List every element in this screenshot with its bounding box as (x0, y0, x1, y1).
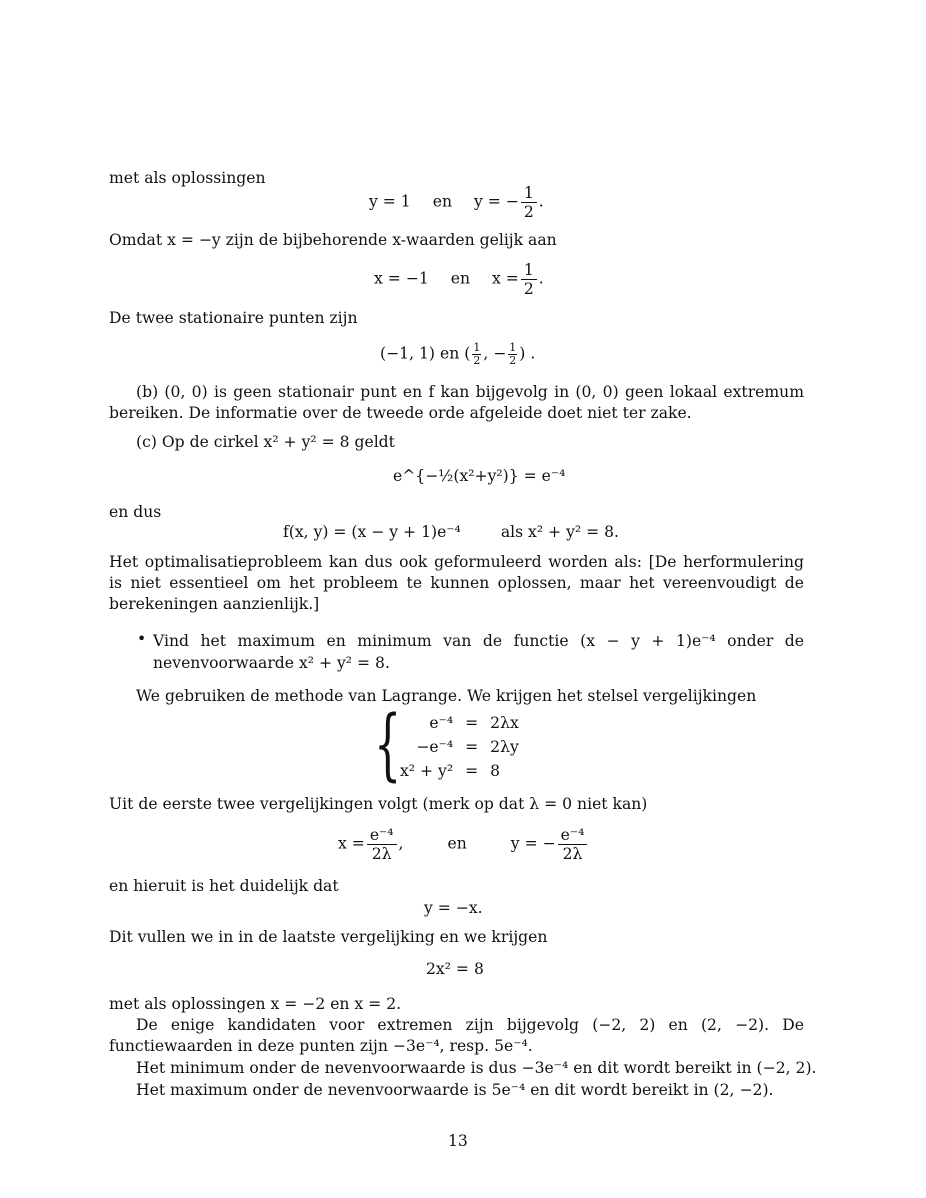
equation-exponent: e^{−½(x²+y²)} = e⁻⁴ (393, 467, 566, 485)
system-eq: = (465, 714, 479, 732)
system-eq: = (465, 738, 479, 756)
equation-lambda: x = $\frac{\text{e⁻⁴}}{2\lambda}$ , en y = − $\frac{\text{e⁻⁴}}{2\lambda}$ (338, 826, 589, 863)
text-line: met als oplossingen x = −2 en x = 2. (109, 995, 402, 1013)
system-rhs: 2λy (490, 738, 519, 756)
numerator: 1 (509, 341, 517, 354)
math-text: (−1, 1) (380, 344, 435, 363)
text-line: en dus (109, 503, 162, 521)
system-lhs: e⁻⁴ (429, 714, 454, 732)
text-line: Uit de eerste twee vergelijkingen volgt (merk op dat λ = 0 niet kan) (109, 795, 648, 813)
fraction (521, 184, 537, 221)
math-text: en (439, 344, 460, 363)
page-number: 13 (448, 1132, 468, 1150)
text-line: Het maximum onder de nevenvoorwaarde is 5e⁻⁴ en dit wordt bereikt in (2, −2). (136, 1081, 774, 1099)
fraction (367, 826, 397, 863)
equation-square: 2x² = 8 (426, 960, 484, 978)
paragraph-candidates: De enige kandidaten voor extremen zijn bijgevolg (−2, 2) en (2, −2). De functiewaarden in deze punten zijn −3e⁻⁴, resp. 5e⁻⁴. (109, 1016, 804, 1055)
paragraph-b: (b) (0, 0) is geen stationair punt en f kan bijgevolg in (0, 0) geen lokaal extremum bereiken. De informatie over de tweede orde afgeleide doet niet ter zake. (109, 383, 804, 422)
system-row (394, 711, 525, 735)
numerator: 1 (521, 184, 537, 203)
math-text: f(x, y) = (x − y + 1)e⁻⁴ (283, 523, 461, 541)
text-line: De twee stationaire punten zijn (109, 309, 358, 327)
denominator: 2 (509, 354, 517, 367)
system-rhs: 2λx (490, 714, 519, 732)
bullet-marker: • (137, 630, 147, 648)
math-text: ( (464, 344, 471, 363)
equation-x-values: x = −1 en x = $\frac{1}{2}$ . (374, 261, 544, 298)
text-line: (c) Op de cirkel x² + y² = 8 geldt (136, 433, 395, 451)
equation-stationary-points (380, 342, 535, 367)
numerator: e⁻⁴ (367, 826, 397, 845)
bullet-item: Vind het maximum en minimum van de functie (x − y + 1)e⁻⁴ onder de nevenvoorwaarde x² + y² = 8. (153, 632, 804, 672)
paragraph-reformulation: Het optimalisatieprobleem kan dus ook geformuleerd worden als: [De herformulering is niet essentieel om het probleem te kunnen oplossen, maar het vereenvoudigt de berekeningen aanzienlijk.] (109, 553, 804, 613)
math-text: en (450, 269, 471, 288)
denominator: 2λ (562, 845, 583, 863)
numerator: 1 (473, 341, 481, 354)
system-table (394, 711, 525, 783)
math-text: y = − (510, 834, 556, 853)
system-eq: = (465, 762, 479, 780)
fraction (558, 826, 588, 863)
system-row (394, 759, 525, 783)
numerator: 1 (521, 261, 537, 280)
system-rhs: 8 (490, 762, 501, 780)
numerator: e⁻⁴ (558, 826, 588, 845)
system-lhs: x² + y² (400, 762, 454, 780)
text-line: en hieruit is het duidelijk dat (109, 877, 339, 895)
math-text: x = (492, 269, 519, 288)
equation-y-solutions: y = 1 en y = − $\frac{1}{2}$ . (369, 184, 544, 221)
math-text: y = 1 (369, 192, 411, 211)
equation-system (374, 700, 544, 790)
math-text: , − (483, 344, 507, 363)
equation-y-minus-x: y = −x. (424, 899, 483, 917)
text-line: Dit vullen we in in de laatste vergelijking en we krijgen (109, 928, 548, 946)
denominator: 2 (473, 354, 481, 367)
math-text: y = − (474, 192, 519, 211)
math-text: en (432, 192, 452, 211)
system-row (394, 735, 525, 759)
math-text: x = (338, 834, 365, 853)
left-brace: { (374, 700, 402, 790)
system-lhs: −e⁻⁴ (416, 738, 454, 756)
text-line: Omdat x = −y zijn de bijbehorende x-waarden gelijk aan (109, 231, 557, 249)
fraction (521, 261, 537, 298)
text-line: Het minimum onder de nevenvoorwaarde is dus −3e⁻⁴ en dit wordt bereikt in (−2, 2). (136, 1059, 817, 1077)
denominator: 2 (523, 280, 534, 298)
math-text: als x² + y² = 8. (500, 523, 619, 541)
denominator: 2 (523, 203, 534, 221)
math-text: ) . (519, 344, 536, 363)
math-text: x = −1 (374, 269, 429, 288)
fraction (508, 342, 517, 367)
equation-f (283, 522, 619, 542)
text-line: We gebruiken de methode van Lagrange. We krijgen het stelsel vergelijkingen (136, 687, 757, 705)
denominator: 2λ (371, 845, 392, 863)
fraction (472, 342, 481, 367)
math-text: en (447, 834, 467, 853)
text-line: met als oplossingen (109, 169, 266, 187)
